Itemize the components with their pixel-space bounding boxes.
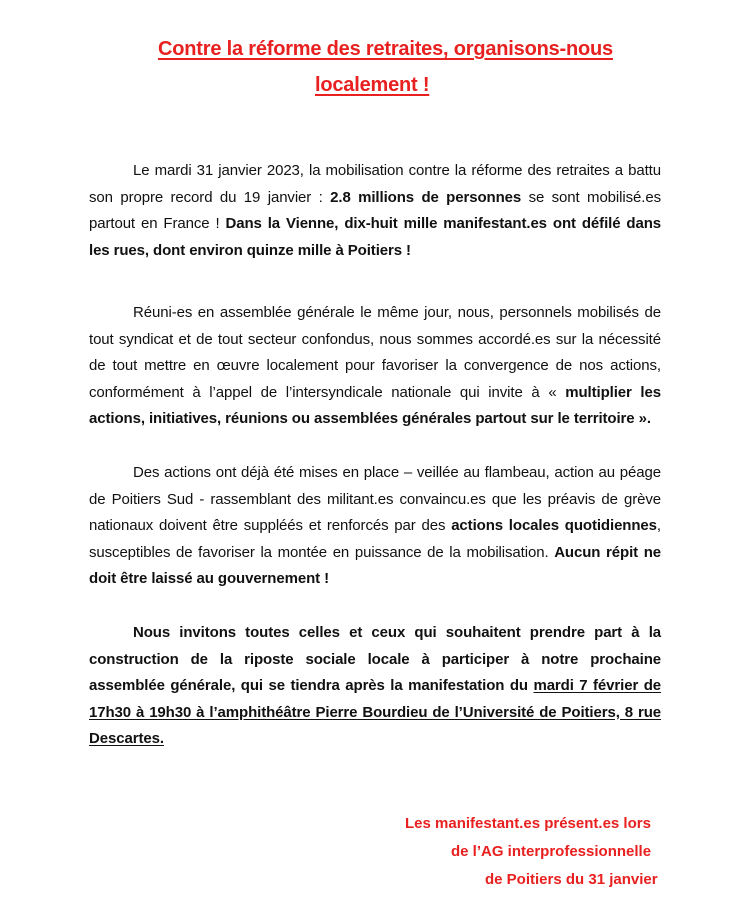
paragraph-bold-text: Dans la Vienne, dix-huit mille manifestant.es ont défilé dans les rues, dont environ quinze mille à Poitiers ! bbox=[89, 215, 662, 259]
page-title-line-2: localement ! bbox=[315, 74, 430, 96]
paragraph-actions-locales bbox=[89, 460, 661, 593]
paragraph-text: se sont mobilisé.es partout en France ! bbox=[89, 188, 661, 232]
paragraph-assemblee-generale bbox=[89, 300, 661, 433]
signature-line-3: de Poitiers du 31 janvier bbox=[485, 871, 658, 888]
meeting-details-underlined: mardi 7 février de 17h30 à 19h30 à l’amphithéâtre Pierre Bourdieu de l’Université de Poitiers, 8 rue Descartes. bbox=[89, 677, 662, 747]
paragraph-text: Le mardi 31 janvier 2023, la mobilisation contre la réforme des retraites a battu son propre record du 19 janvier : bbox=[89, 162, 661, 206]
paragraph-mobilisation-record bbox=[89, 158, 661, 264]
paragraph-invitation bbox=[89, 620, 661, 753]
paragraph-text: , susceptibles de favoriser la montée en puissance de la mobilisation. bbox=[89, 517, 661, 561]
paragraph-bold-text: Aucun répit ne doit être laissé au gouvernement ! bbox=[89, 543, 662, 587]
paragraph-bold-text: 2.8 millions de personnes bbox=[330, 188, 522, 206]
signature-line-1: Les manifestant.es présent.es lors bbox=[405, 815, 651, 832]
paragraph-bold-text: multiplier les actions, initiatives, réunions ou assemblées générales partout sur le territoire ». bbox=[89, 383, 661, 427]
paragraph-text: Réuni-es en assemblée générale le même jour, nous, personnels mobilisés de tout syndicat et de tout secteur confondus, nous sommes accordé.es sur la nécessité de tout mettre en œuvre localement pour favoriser la convergence de nos actions, conformément à l’appel de l’intersyndicale nationale qui invite à « bbox=[89, 304, 661, 401]
paragraph-text: Des actions ont déjà été mises en place – veillée au flambeau, action au péage de Poitiers Sud - rassemblant des militant.es convaincu.es que les préavis de grève nationaux doivent être suppléés et renforcés par des bbox=[89, 464, 661, 534]
paragraph-bold-text: Nous invitons toutes celles et ceux qui souhaitent prendre part à la construction de la riposte sociale locale à participer à notre prochaine assemblée générale, qui se tiendra après la manifestation du bbox=[89, 624, 661, 694]
signature-line-2: de l’AG interprofessionnelle bbox=[451, 843, 652, 860]
paragraph-bold-text: actions locales quotidiennes bbox=[451, 517, 657, 534]
page-title-line-1: Contre la réforme des retraites, organisons-nous bbox=[158, 38, 613, 60]
